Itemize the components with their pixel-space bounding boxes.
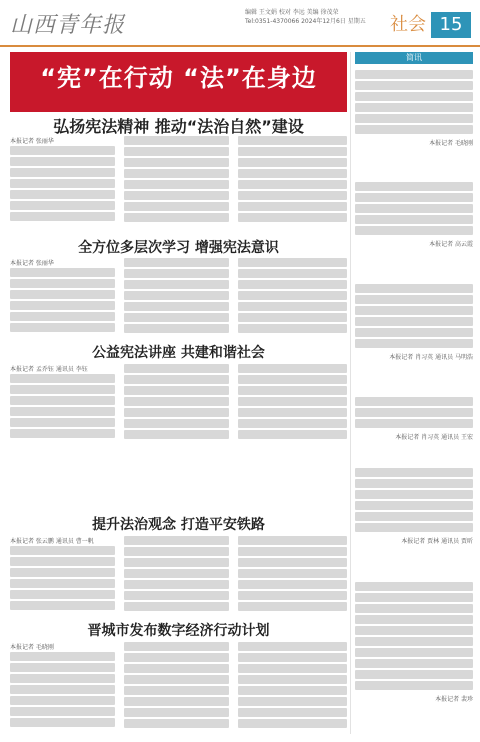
briefs-tag: 简讯 <box>355 52 473 64</box>
text-line <box>355 92 473 101</box>
text-line <box>238 419 347 428</box>
article-2-col-3 <box>238 258 347 335</box>
text-line <box>10 418 115 427</box>
text-line <box>355 339 473 348</box>
meta-date: Tel:0351-4370066 2024年12月6日 星期五 <box>245 18 366 25</box>
article-4-col-3 <box>238 536 347 613</box>
text-line <box>238 269 347 278</box>
brief-byline: 本报记者 毛晓刚 <box>429 140 473 147</box>
text-line <box>10 429 115 438</box>
text-line <box>124 302 229 311</box>
text-line <box>124 375 229 384</box>
text-line <box>10 157 115 166</box>
text-line <box>124 202 229 211</box>
article-1-col-3 <box>238 136 347 224</box>
brief-item <box>355 70 473 170</box>
text-line <box>10 374 115 383</box>
text-line <box>238 653 347 662</box>
page-number: 15 <box>431 12 471 38</box>
text-line <box>238 202 347 211</box>
text-line <box>355 512 473 521</box>
brief-item <box>355 182 473 277</box>
text-line <box>238 302 347 311</box>
text-line <box>355 81 473 90</box>
text-line <box>124 408 229 417</box>
text-line <box>10 301 115 310</box>
article-4-col-2 <box>124 536 229 613</box>
article-3-col-1 <box>10 374 115 440</box>
text-line <box>238 686 347 695</box>
text-line <box>124 158 229 167</box>
brief-byline: 本报记者 高云霞 <box>429 241 473 248</box>
article-1 <box>10 136 347 228</box>
text-line <box>355 604 473 613</box>
text-line <box>10 652 115 661</box>
article-1-col-1 <box>10 146 115 223</box>
text-line <box>355 103 473 112</box>
brief-item <box>355 397 473 462</box>
text-line <box>124 675 229 684</box>
section-name: 社会 <box>390 14 426 35</box>
text-line <box>355 215 473 224</box>
text-line <box>355 637 473 646</box>
text-line <box>124 569 229 578</box>
text-line <box>10 146 115 155</box>
text-line <box>238 313 347 322</box>
article-3 <box>10 364 347 444</box>
text-line <box>124 602 229 611</box>
text-line <box>355 468 473 477</box>
brief-byline: 本报记者 肖习英 通讯员 马明浩 <box>389 354 473 361</box>
brief-item <box>355 284 473 389</box>
headline-1: 弘扬宪法精神 推动“法治自然”建设 <box>53 117 304 136</box>
text-line <box>238 386 347 395</box>
text-line <box>355 490 473 499</box>
masthead-rule <box>0 45 480 47</box>
article-1-col-2 <box>124 136 229 224</box>
text-line <box>238 602 347 611</box>
text-line <box>124 364 229 373</box>
text-line <box>238 375 347 384</box>
text-line <box>124 642 229 651</box>
text-line <box>124 664 229 673</box>
text-line <box>124 280 229 289</box>
text-line <box>124 430 229 439</box>
text-line <box>238 180 347 189</box>
article-5-col-3 <box>238 642 347 730</box>
text-line <box>124 719 229 728</box>
text-line <box>10 663 115 672</box>
text-line <box>238 708 347 717</box>
text-line <box>124 653 229 662</box>
text-line <box>124 291 229 300</box>
text-line <box>124 324 229 333</box>
text-line <box>355 615 473 624</box>
text-line <box>355 193 473 202</box>
text-line <box>10 290 115 299</box>
text-line <box>355 523 473 532</box>
article-2-col-2 <box>124 258 229 335</box>
text-line <box>238 591 347 600</box>
text-line <box>124 591 229 600</box>
text-line <box>10 396 115 405</box>
article-3-col-3 <box>238 364 347 441</box>
article-2-col-1 <box>10 268 115 334</box>
text-line <box>355 284 473 293</box>
masthead-meta <box>245 8 366 26</box>
article-5-byline: 本报记者 毛晓刚 <box>10 644 54 651</box>
text-line <box>10 312 115 321</box>
headline-2: 全方位多层次学习 增强宪法意识 <box>78 240 279 256</box>
text-line <box>238 547 347 556</box>
text-line <box>10 179 115 188</box>
headline-5: 晋城市发布数字经济行动计划 <box>87 623 270 639</box>
text-line <box>238 558 347 567</box>
text-line <box>355 182 473 191</box>
text-line <box>355 659 473 668</box>
text-line <box>10 546 115 555</box>
article-3-byline: 本报记者 孟乔钰 通讯员 李钰 <box>10 366 88 373</box>
text-line <box>355 125 473 134</box>
text-line <box>10 557 115 566</box>
text-line <box>124 686 229 695</box>
text-line <box>124 397 229 406</box>
banner-title: “宪”在行动 “法”在身边 <box>40 64 317 92</box>
text-line <box>10 579 115 588</box>
text-line <box>355 317 473 326</box>
text-line <box>355 70 473 79</box>
text-line <box>238 664 347 673</box>
text-line <box>238 136 347 145</box>
text-line <box>238 697 347 706</box>
text-line <box>355 408 473 417</box>
text-line <box>238 147 347 156</box>
text-line <box>355 479 473 488</box>
text-line <box>238 675 347 684</box>
text-line <box>124 269 229 278</box>
news-briefs-column <box>355 52 473 734</box>
article-4 <box>10 536 347 626</box>
article-5 <box>10 642 347 734</box>
text-line <box>238 280 347 289</box>
text-line <box>10 707 115 716</box>
text-line <box>124 136 229 145</box>
text-line <box>238 191 347 200</box>
column-divider <box>350 52 351 734</box>
text-line <box>124 547 229 556</box>
text-line <box>238 169 347 178</box>
text-line <box>355 397 473 406</box>
masthead <box>0 0 480 50</box>
text-line <box>355 419 473 428</box>
text-line <box>124 191 229 200</box>
text-line <box>355 648 473 657</box>
text-line <box>10 601 115 610</box>
article-3-col-2 <box>124 364 229 441</box>
brief-byline: 本报记者 裴珍 <box>435 696 473 703</box>
headline-3: 公益宪法讲座 共建和谐社会 <box>92 345 265 361</box>
text-line <box>124 180 229 189</box>
text-line <box>355 306 473 315</box>
text-line <box>10 385 115 394</box>
article-2-byline: 本报记者 张丽华 <box>10 260 54 267</box>
text-line <box>10 212 115 221</box>
text-line <box>355 204 473 213</box>
text-line <box>355 593 473 602</box>
text-line <box>124 419 229 428</box>
text-line <box>10 590 115 599</box>
text-line <box>10 323 115 332</box>
text-line <box>238 719 347 728</box>
article-1-byline: 本报记者 张丽华 <box>10 138 54 145</box>
text-line <box>238 430 347 439</box>
text-line <box>10 718 115 727</box>
text-line <box>124 258 229 267</box>
article-4-byline: 本报记者 张云鹏 通讯员 曹一帆 <box>10 538 94 545</box>
text-line <box>238 213 347 222</box>
text-line <box>124 536 229 545</box>
text-line <box>355 670 473 679</box>
text-line <box>238 291 347 300</box>
text-line <box>124 169 229 178</box>
feature-banner <box>10 52 347 112</box>
text-line <box>238 258 347 267</box>
text-line <box>124 558 229 567</box>
text-line <box>10 201 115 210</box>
text-line <box>10 268 115 277</box>
text-line <box>10 279 115 288</box>
text-line <box>10 190 115 199</box>
text-line <box>124 313 229 322</box>
text-line <box>355 582 473 591</box>
headline-4: 提升法治观念 打造平安铁路 <box>92 517 265 533</box>
text-line <box>124 147 229 156</box>
text-line <box>355 295 473 304</box>
text-line <box>238 364 347 373</box>
text-line <box>10 168 115 177</box>
text-line <box>10 674 115 683</box>
text-line <box>10 568 115 577</box>
text-line <box>238 158 347 167</box>
text-line <box>355 114 473 123</box>
article-5-col-2 <box>124 642 229 730</box>
text-line <box>238 397 347 406</box>
article-2 <box>10 258 347 338</box>
text-line <box>238 536 347 545</box>
text-line <box>124 580 229 589</box>
text-line <box>355 626 473 635</box>
text-line <box>124 213 229 222</box>
text-line <box>238 324 347 333</box>
text-line <box>238 569 347 578</box>
brief-byline: 本报记者 肖习英 通讯员 王宏 <box>395 434 473 441</box>
text-line <box>355 226 473 235</box>
text-line <box>355 328 473 337</box>
text-line <box>238 580 347 589</box>
text-line <box>355 501 473 510</box>
text-line <box>10 685 115 694</box>
text-line <box>124 708 229 717</box>
brief-item <box>355 468 473 573</box>
text-line <box>355 681 473 690</box>
text-line <box>124 697 229 706</box>
article-5-col-1 <box>10 652 115 729</box>
text-line <box>10 407 115 416</box>
text-line <box>238 408 347 417</box>
article-4-col-1 <box>10 546 115 612</box>
newspaper-logo: 山西青年报 <box>10 13 126 38</box>
text-line <box>124 386 229 395</box>
meta-editors: 编辑 王文娟 校对 李远 美编 徐茂荣 <box>245 9 339 16</box>
brief-item <box>355 582 473 732</box>
brief-byline: 本报记者 贾林 通讯员 贾昕 <box>401 538 473 545</box>
text-line <box>238 642 347 651</box>
text-line <box>10 696 115 705</box>
